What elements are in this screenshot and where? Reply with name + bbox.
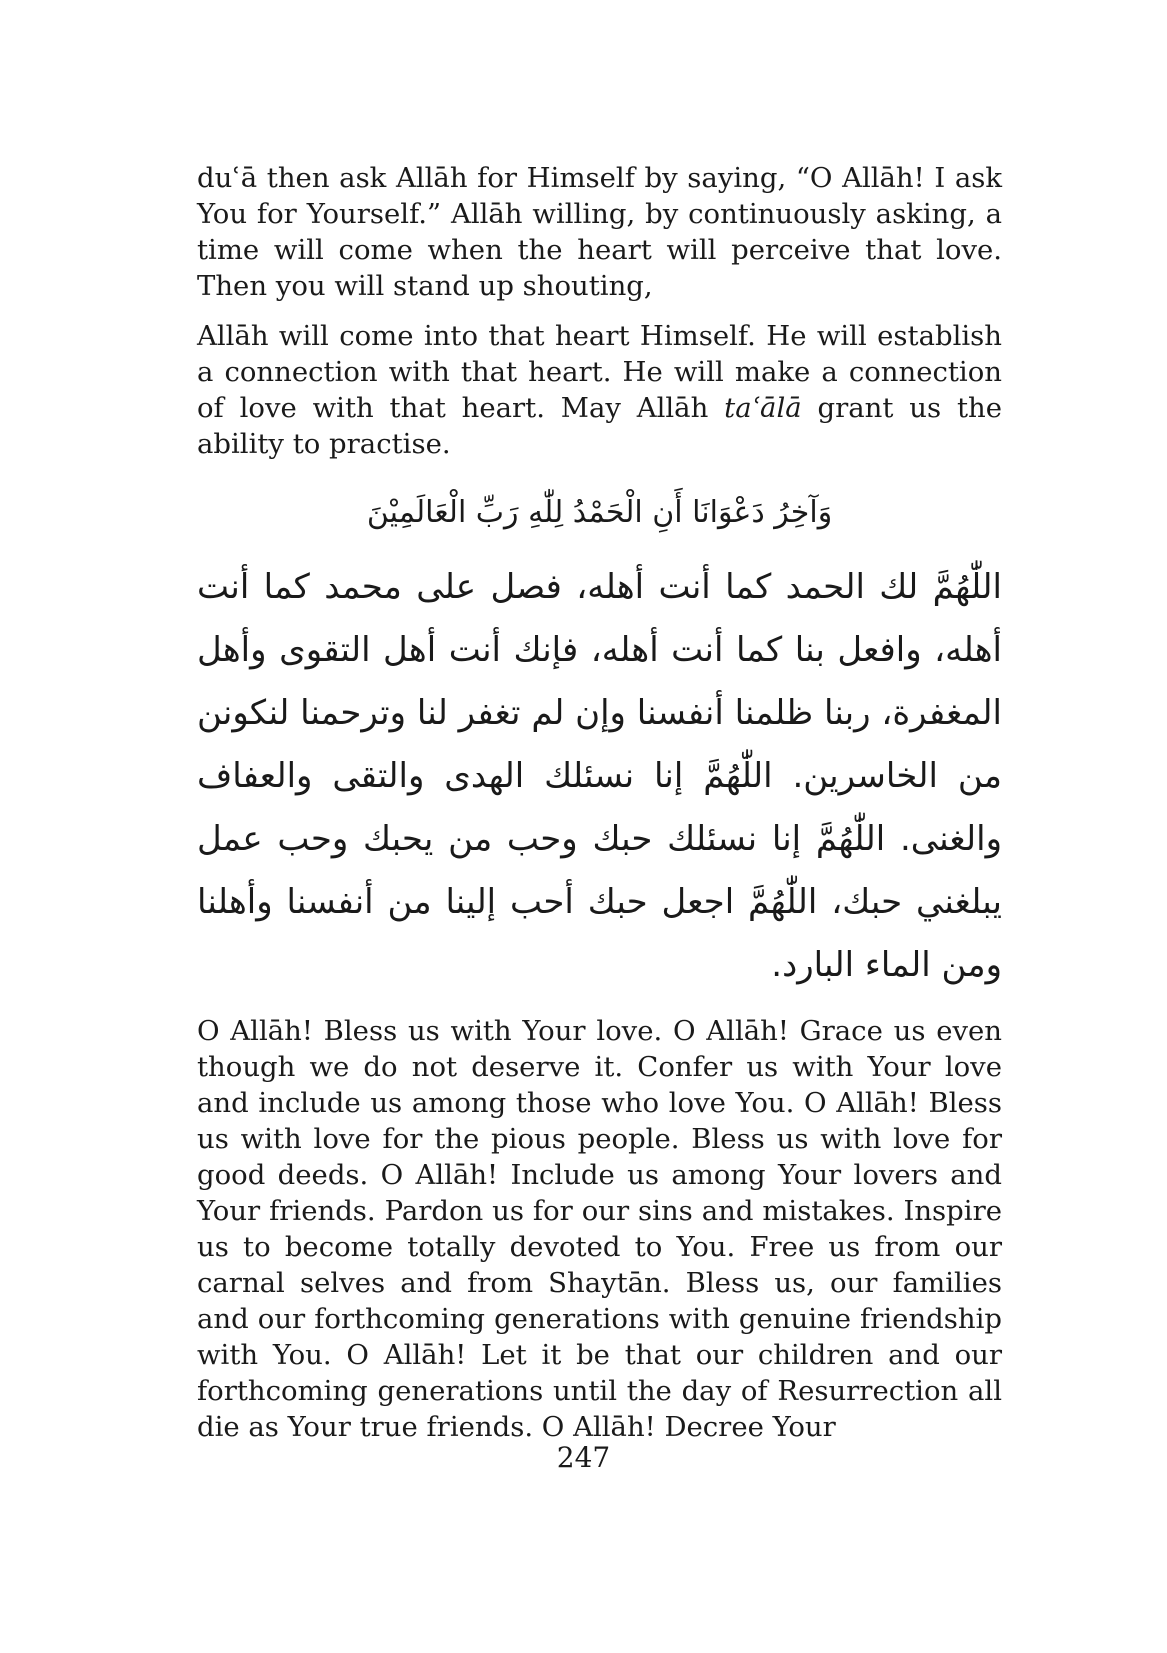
page-content <box>197 160 1002 1445</box>
arabic-dua: اللّٰهُمَّ لك الحمد كما أنت أهله، فصل على محمد كما أنت أهله، وافعل بنا كما أنت أهله، فإنك أنت أهل التقوى وأهل المغفرة، ربنا ظلمنا أنفسنا وإن لم تغفر لنا وترحمنا لنكونن من الخاسرين. اللّٰهُمَّ إنا نسئلك الهدى والتقى والعفاف والغنى. اللّٰهُمَّ إنا نسئلك حبك وحب من يحبك وحب عمل يبلغني حبك، اللّٰهُمَّ اجعل حبك أحب إلينا من أنفسنا وأهلنا ومن الماء البارد. <box>197 567 1002 985</box>
dua-translation: O Allāh! Bless us with Your love. O Allāh! Grace us even though we do not deserve it. Confer us with Your love and include us among those who love You. O Allāh! Bless us with love for the pious people. Bless us with love for good deeds. O Allāh! Include us among Your lovers and Your friends. Pardon us for our sins and mistakes. Inspire us to become totally devoted to You. Free us from our carnal selves and from Shaytān. Bless us, our families and our forthcoming generations with genuine friendship with You. O Allāh! Let it be that our children and our forthcoming generations until the day of Resurrection all die as Your true friends. O Allāh! Decree Your <box>197 1015 1002 1443</box>
paragraph-2-end: grant us the ability to practise. <box>197 392 1002 460</box>
paragraph-2-italic: taʿālā <box>724 392 802 424</box>
closing-arabic-line: وَآخِرُ دَعْوَانَا أَنِ الْحَمْدُ لِلّٰهِ رَبِّ الْعَالَمِيْنَ <box>366 495 833 530</box>
paragraph-1: duʿā then ask Allāh for Himself by saying, “O Allāh! I ask You for Yourself.” Allāh willing, by continuously asking, a time will come when the heart will perceive that love. Then you will stand up shouting, <box>197 162 1002 302</box>
paragraph-2 <box>197 318 1002 462</box>
paragraph-2-text: Allāh will come into that heart Himself. He will establish a connection with that heart. He will make a connection of love with that heart. May Allāh <box>197 320 1002 424</box>
page-number: 247 <box>556 1441 611 1474</box>
